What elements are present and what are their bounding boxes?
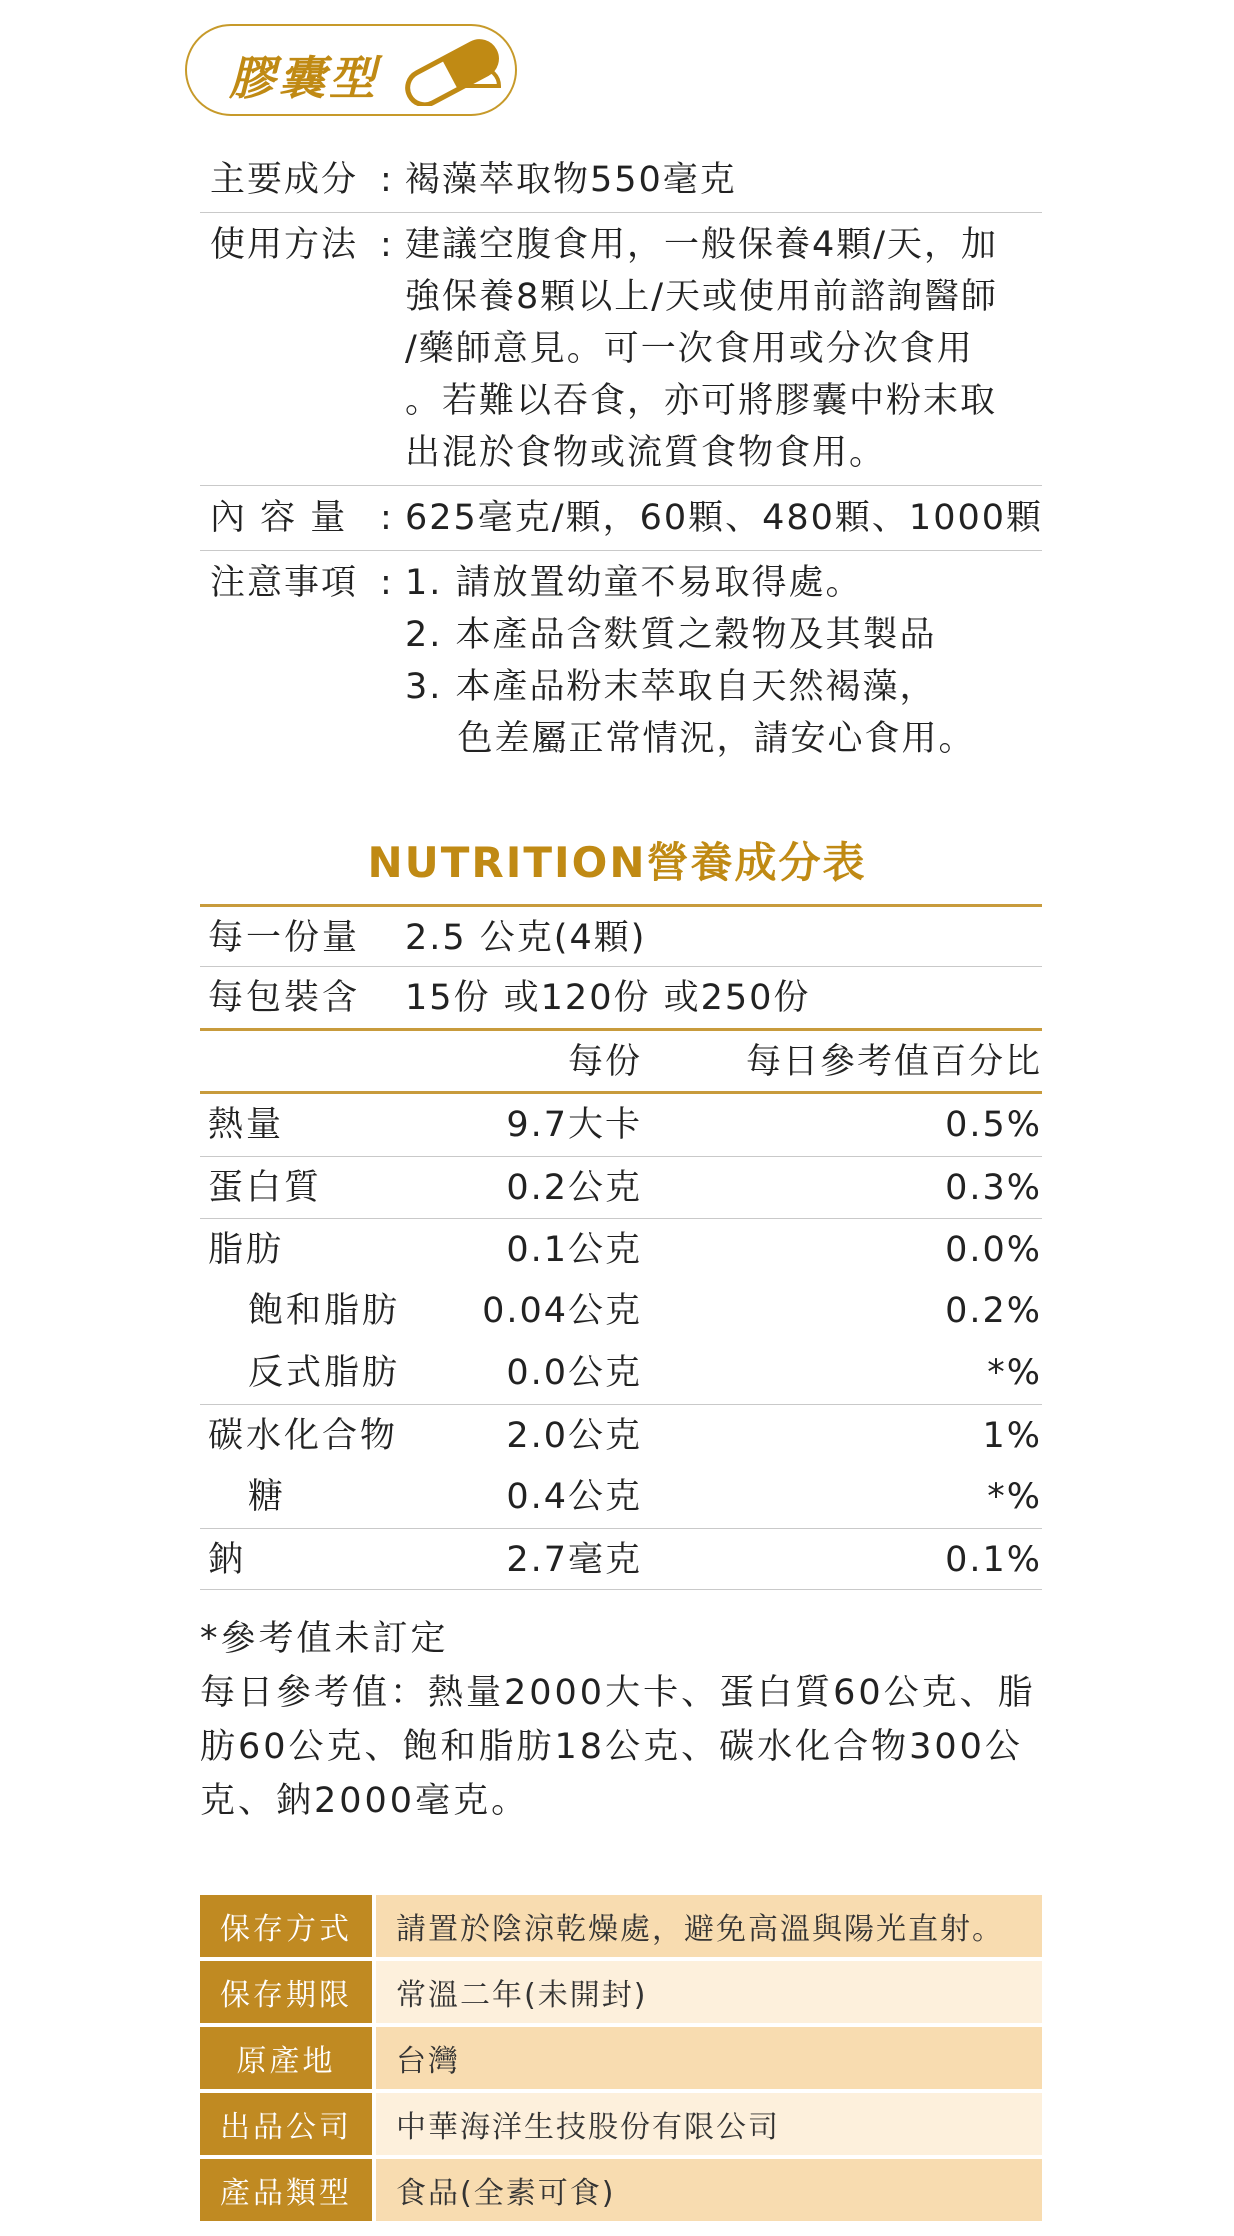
nutrition-row [200, 1404, 1042, 1466]
capsule-type-badge [185, 24, 517, 116]
servings-per-package-row [200, 966, 1042, 1028]
spec-label: 內 容 量 [210, 498, 348, 538]
info-label: 保存期限 [200, 1961, 372, 2023]
nutrient-name: 反式脂肪 [248, 1353, 401, 1393]
nutrient-daily-pct: *% [987, 1477, 1042, 1517]
spec-row [200, 148, 1042, 213]
spec-value [405, 219, 1042, 479]
info-row [200, 2093, 1042, 2155]
nutrient-daily-pct: 0.5% [945, 1105, 1042, 1145]
nutrition-title: NUTRITION營養成分表 [367, 838, 867, 887]
nutrition-row [200, 1218, 1042, 1280]
info-value: 請置於陰涼乾燥處，避免高溫與陽光直射。 [376, 1895, 1042, 1957]
nutrient-name: 脂肪 [208, 1230, 285, 1270]
serving-size-row [200, 904, 1042, 966]
nutrition-row [200, 1156, 1042, 1218]
spec-value-line: 2. 本產品含麩質之穀物及其製品 [405, 615, 937, 655]
info-row [200, 2159, 1042, 2221]
nutrient-daily-pct: 0.1% [945, 1540, 1042, 1580]
nutrition-header-row [200, 1028, 1042, 1094]
footnote: *參考值未訂定 [200, 1619, 449, 1659]
nutrient-name: 飽和脂肪 [248, 1291, 401, 1331]
spec-value-line: 色差屬正常情況，請安心食用。 [405, 719, 976, 759]
spec-value-line: 3. 本產品粉末萃取自天然褐藻， [405, 667, 937, 707]
reference-line: 每日參考值：熱量2000大卡、蛋白質60公克、脂 [200, 1673, 1036, 1713]
info-row [200, 1961, 1042, 2023]
spec-value-line: /藥師意見。可一次食用或分次食用 [405, 329, 974, 369]
info-value: 食品(全素可食) [376, 2159, 1042, 2221]
spec-colon: : [380, 498, 392, 538]
spec-value-line: 建議空腹食用，一般保養4顆/天，加 [405, 225, 999, 265]
spec-value-line: 強保養8顆以上/天或使用前諮詢醫師 [405, 277, 999, 317]
nutrition-row [200, 1342, 1042, 1404]
spec-row [200, 486, 1042, 551]
spec-value [405, 154, 1042, 206]
info-row [200, 1895, 1042, 1957]
info-row [200, 2027, 1042, 2089]
nutrient-name: 糖 [248, 1477, 287, 1517]
spec-row [200, 213, 1042, 486]
serving-label: 每一份量 [208, 918, 361, 958]
spec-label: 主要成分 [210, 160, 359, 200]
nutrient-per-serving: 2.7毫克 [506, 1540, 642, 1580]
nutrient-per-serving: 0.1公克 [506, 1230, 642, 1270]
product-info-table [200, 1895, 1042, 2225]
spec-value-line: 625毫克/顆，60顆、480顆、1000顆 [405, 498, 1044, 538]
nutrient-daily-pct: 0.0% [945, 1230, 1042, 1270]
nutrient-per-serving: 9.7大卡 [506, 1105, 642, 1145]
info-value: 台灣 [376, 2027, 1042, 2089]
product-spec-list [200, 148, 1042, 771]
nutrition-row [200, 1528, 1042, 1590]
spec-colon: : [380, 160, 392, 200]
nutrient-per-serving: 2.0公克 [506, 1416, 642, 1456]
info-label: 出品公司 [200, 2093, 372, 2155]
nutrient-name: 碳水化合物 [208, 1416, 399, 1456]
info-label: 產品類型 [200, 2159, 372, 2221]
nutrition-table [200, 904, 1042, 1590]
spec-value-line: 出混於食物或流質食物食用。 [405, 433, 887, 473]
info-label: 保存方式 [200, 1895, 372, 1957]
serving-value: 2.5 公克(4顆) [405, 918, 647, 958]
nutrition-row [200, 1094, 1042, 1156]
nutrient-daily-pct: 0.2% [945, 1291, 1042, 1331]
reference-line: 克、鈉2000毫克。 [200, 1781, 530, 1821]
nutrient-per-serving: 0.04公克 [482, 1291, 642, 1331]
nutrition-row [200, 1280, 1042, 1342]
spec-label: 注意事項 [210, 563, 359, 603]
package-label: 每包裝含 [208, 978, 361, 1018]
nutrient-per-serving: 0.4公克 [506, 1477, 642, 1517]
nutrient-name: 熱量 [208, 1105, 285, 1145]
nutrient-per-serving: 0.0公克 [506, 1353, 642, 1393]
package-value: 15份 或120份 或250份 [405, 978, 811, 1018]
daily-value-header: 每日參考值百分比 [745, 1042, 1042, 1082]
reference-line: 肪60公克、飽和脂肪18公克、碳水化合物300公 [200, 1727, 1023, 1767]
spec-colon: : [380, 225, 392, 265]
nutrient-daily-pct: 0.3% [945, 1168, 1042, 1208]
nutrient-name: 鈉 [208, 1540, 247, 1580]
spec-colon: : [380, 563, 392, 603]
per-serving-header: 每份 [567, 1042, 642, 1082]
nutrient-daily-pct: *% [987, 1353, 1042, 1393]
nutrition-row [200, 1466, 1042, 1528]
nutrient-daily-pct: 1% [982, 1416, 1042, 1456]
spec-value-line: 1. 請放置幼童不易取得處。 [405, 563, 863, 603]
spec-value-line: 。若難以吞食，亦可將膠囊中粉末取 [405, 381, 998, 421]
spec-label: 使用方法 [210, 225, 359, 265]
info-value: 常溫二年(未開封) [376, 1961, 1042, 2023]
reference-notes [200, 1612, 1042, 1828]
badge-label: 膠囊型 [229, 51, 379, 105]
info-value: 中華海洋生技股份有限公司 [376, 2093, 1042, 2155]
spec-row [200, 551, 1042, 771]
capsule-icon [393, 36, 511, 106]
nutrient-per-serving: 0.2公克 [506, 1168, 642, 1208]
spec-value-line: 褐藻萃取物550毫克 [405, 160, 737, 200]
info-label: 原產地 [200, 2027, 372, 2089]
nutrient-name: 蛋白質 [208, 1168, 323, 1208]
spec-value [405, 492, 1042, 544]
spec-value [405, 557, 1042, 765]
